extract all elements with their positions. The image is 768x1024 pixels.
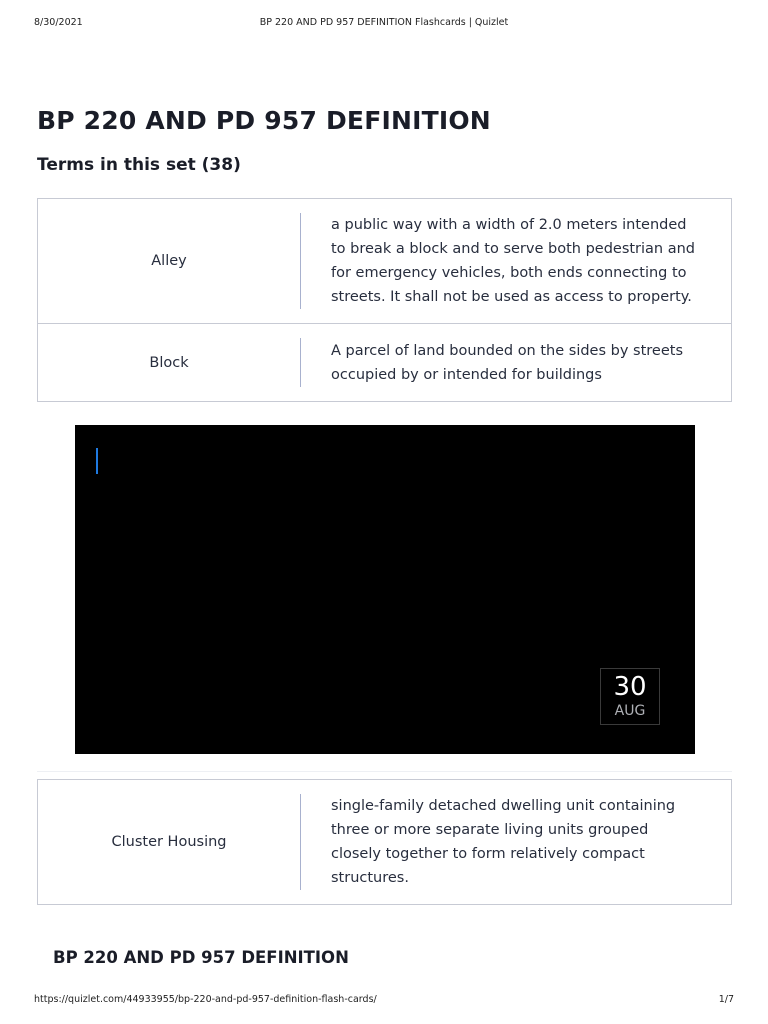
terms-count-heading: Terms in this set (38) — [37, 155, 241, 175]
page-url: https://quizlet.com/44933955/bp-220-and-pd-957-definition-flash-cards/ — [34, 994, 377, 1005]
flashcard-definition — [331, 213, 701, 309]
flashcard-row[interactable] — [37, 323, 732, 402]
section-title: BP 220 AND PD 957 DEFINITION — [53, 948, 349, 967]
print-footer — [0, 994, 768, 1008]
set-title: BP 220 AND PD 957 DEFINITION — [37, 106, 491, 135]
flashcard-row[interactable] — [37, 779, 732, 905]
card-divider — [300, 338, 301, 387]
definition-line: a public way with a width of 2.0 meters intended — [331, 217, 687, 233]
print-date: 8/30/2021 — [34, 17, 83, 28]
separator — [37, 771, 732, 772]
date-badge-month: AUG — [614, 703, 646, 719]
definition-line: to break a block and to serve both pedestrian and — [331, 241, 696, 257]
definition-line: streets. It shall not be used as access to property. — [331, 289, 692, 305]
flashcard-definition — [331, 339, 701, 387]
page-number: 1/7 — [718, 994, 734, 1005]
flashcard-term: Cluster Housing — [111, 834, 227, 850]
flashcard-term: Block — [149, 354, 189, 371]
text-cursor — [96, 448, 98, 474]
flashcard-term: Alley — [151, 253, 187, 269]
date-badge-day: 30 — [613, 672, 647, 702]
card-divider — [300, 794, 301, 890]
definition-line: single-family detached dwelling unit containing — [331, 798, 676, 814]
card-divider — [300, 213, 301, 309]
print-page-title: BP 220 AND PD 957 DEFINITION Flashcards | Quizlet — [259, 17, 509, 28]
definition-line: structures. — [331, 870, 409, 886]
definition-line: closely together to form relatively compact — [331, 846, 645, 862]
flashcard-definition — [331, 794, 701, 890]
definition-line: three or more separate living units grouped — [331, 822, 649, 838]
print-header — [0, 17, 768, 31]
definition-line: for emergency vehicles, both ends connecting to — [331, 265, 687, 281]
date-badge — [600, 668, 660, 725]
definition-line: A parcel of land bounded on the sides by streets — [331, 343, 683, 359]
flashcard-row[interactable] — [37, 198, 732, 324]
ad-video-block[interactable] — [75, 425, 695, 754]
definition-line: occupied by or intended for buildings — [331, 367, 602, 383]
